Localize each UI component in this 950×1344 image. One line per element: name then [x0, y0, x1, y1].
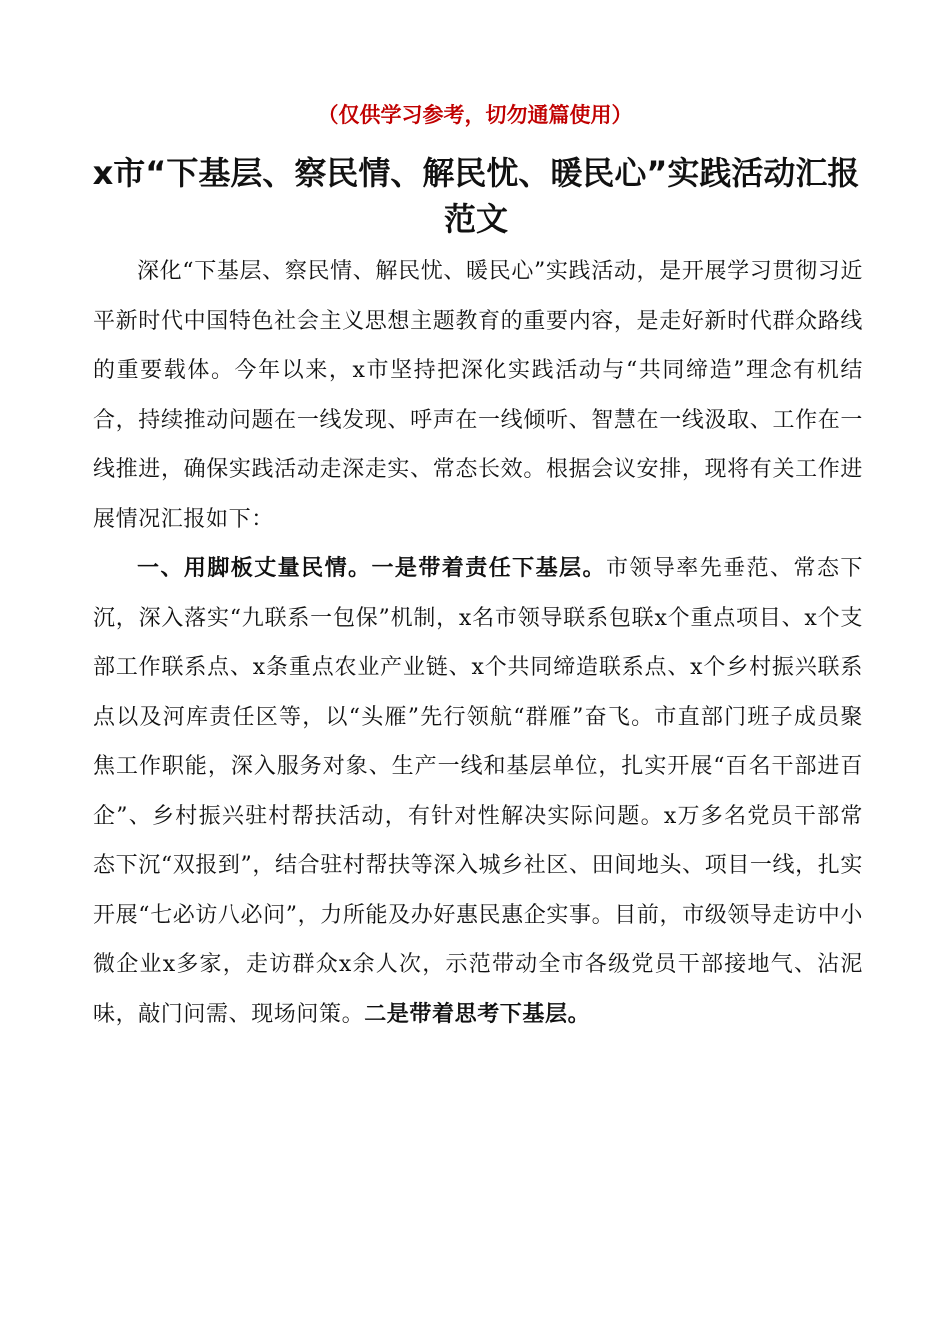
document-body [93, 247, 863, 1039]
section-heading: 一、用脚板丈量民情。 [137, 556, 372, 581]
subheading-two: 二是带着思考下基层。 [364, 1001, 591, 1027]
document-title: x市“下基层、察民情、解民忧、暖民心”实践活动汇报范文 [92, 154, 860, 238]
usage-notice: （仅供学习参考，切勿通篇使用） [317, 103, 633, 127]
section-one-paragraph [93, 544, 863, 1039]
section-one-text: 市领导率先垂范、常态下沉，深入落实“九联系一包保”机制，x名市领导联系包联x个重点项目、x个支部工作联系点、x条重点农业产业链、x个共同缔造联系点、x个乡村振兴联系点以及河库责任区等，以“头雁”先行领航“群雁”奋飞。市直部门班子成员聚焦工作职能，深入服务对象、生产一线和基层单位，扎实开展“百名干部进百企”、乡村振兴驻村帮扶活动，有针对性解决实际问题。x万多名党员干部常态下沉“双报到”，结合驻村帮扶等深入城乡社区、田间地头、项目一线，扎实开展“七必访八必问”，力所能及办好惠民惠企实事。目前，市级领导走访中小微企业x多家，走访群众x余人次，示范带动全市各级党员干部接地气、沾泥味，敲门问需、现场问策。 [93, 556, 863, 1027]
intro-paragraph [93, 247, 863, 544]
subheading-one: 一是带着责任下基层。 [371, 556, 606, 581]
intro-text: 深化“下基层、察民情、解民忧、暖民心”实践活动，是开展学习贯彻习近平新时代中国特色社会主义思想主题教育的重要内容，是走好新时代群众路线的重要载体。今年以来，x市坚持把深化实践活动与“共同缔造”理念有机结合，持续推动问题在一线发现、呼声在一线倾听、智慧在一线汲取、工作在一线推进，确保实践活动走深走实、常态长效。根据会议安排，现将有关工作进展情况汇报如下： [93, 259, 863, 532]
